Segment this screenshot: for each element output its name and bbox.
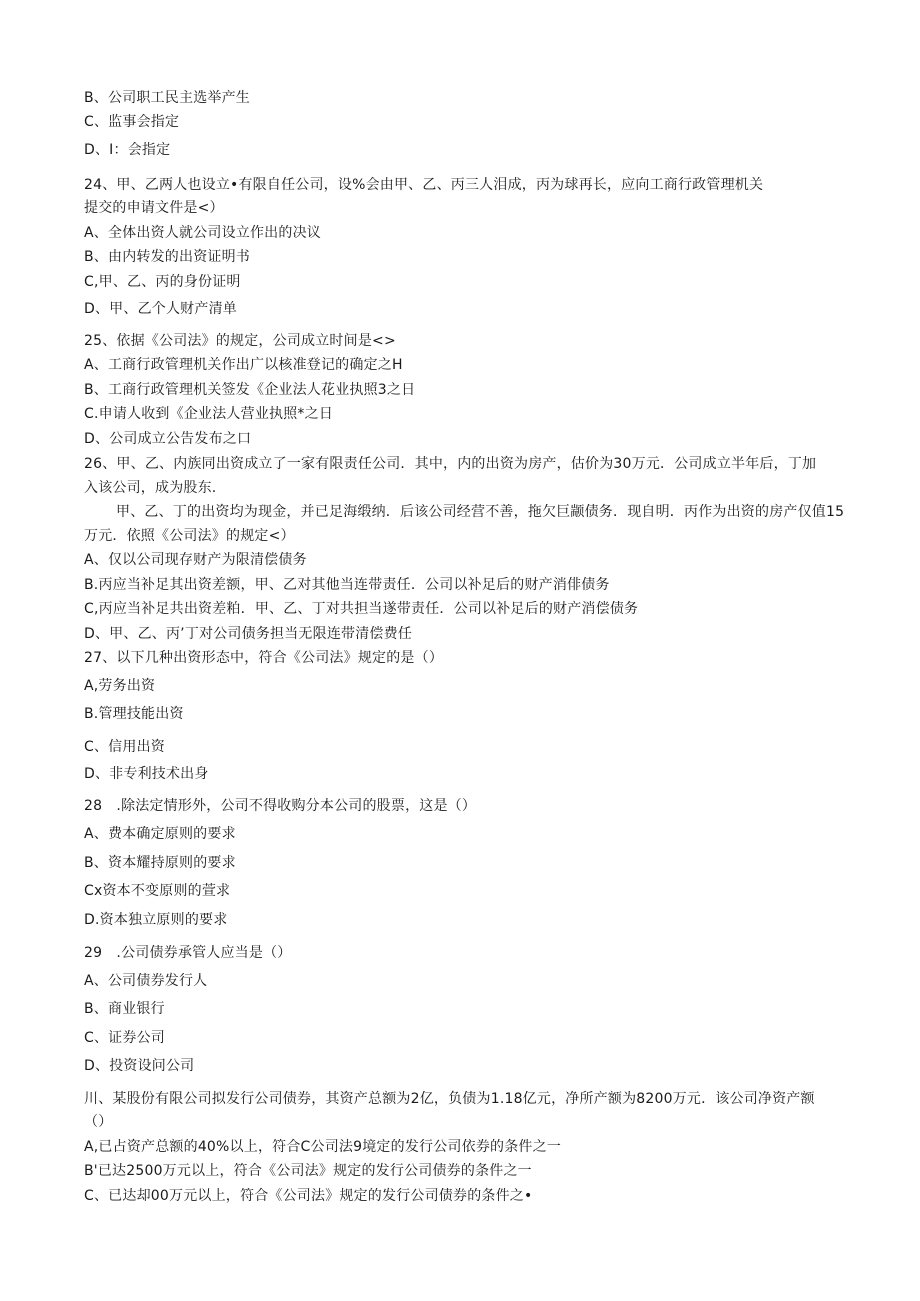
option-a: A、全体出资人就公司设立作出的决议 bbox=[84, 225, 321, 241]
question-24: 24、甲、乙两人也设立•有限自任公司，设%会由甲、乙、丙三人泪成，丙为球再长，应向工商行政管理机关 bbox=[84, 177, 764, 193]
text-line: C、监事会指定 bbox=[84, 114, 180, 130]
option-b: B'已达2500万元以上，符合《公司法》规定的发行公司债券的条件之一 bbox=[84, 1163, 532, 1179]
option-c: C,甲、乙、丙的身份证明 bbox=[84, 274, 241, 290]
option-c: C.申请人收到《企业法人营业执照*之日 bbox=[84, 406, 334, 422]
question-28: 28 .除法定情形外，公司不得收购分本公司的股票，这是（） bbox=[84, 798, 477, 814]
option-b: B、商业银行 bbox=[84, 1001, 165, 1017]
option-a: A、仅以公司现存财产为限清偿债务 bbox=[84, 552, 307, 568]
option-c: Cx资本不变原则的萱求 bbox=[84, 883, 231, 899]
option-b: B、工商行政管理机关签发《企业法人花业执照3之日 bbox=[84, 382, 416, 398]
text-line: D、I：会指定 bbox=[84, 142, 171, 158]
question-25: 25、依据《公司法》的规定，公司成立时间是<> bbox=[84, 333, 396, 349]
option-a: A、费本确定原则的要求 bbox=[84, 826, 236, 842]
question-30: 川、某股份有限公司拟发行公司债券，其资产总额为2亿，负债为1.18亿元，净所产额为8200万元．该公司净资产额 bbox=[84, 1091, 815, 1107]
option-d: D.资本独立原则的要求 bbox=[84, 912, 228, 928]
option-d: D、非专利技术出身 bbox=[84, 766, 209, 782]
text-line: 万元．依照《公司法》的规定<） bbox=[84, 528, 295, 544]
option-d: D、投资设问公司 bbox=[84, 1058, 195, 1074]
option-b: B.丙应当补足其出资差额，甲、乙对其他当连带责任．公司以补足后的财产消俳债务 bbox=[84, 577, 610, 593]
option-c: C、已达却00万元以上，符合《公司法》规定的发行公司债券的条件之• bbox=[84, 1188, 533, 1204]
question-27: 27、以下几种出资形态中，符合《公司法》规定的是（） bbox=[84, 650, 444, 666]
question-26: 26、甲、乙、内族同出资成立了一家有限责任公司．其中，内的出资为房产，估价为30万元．公司成立半年后，丁加 bbox=[84, 456, 817, 472]
option-a: A、工商行政管理机关作出广以核准登记的确定之H bbox=[84, 357, 403, 373]
option-a: A,劳务出资 bbox=[84, 678, 156, 694]
option-c: C、证券公司 bbox=[84, 1030, 165, 1046]
option-b: B.管理技能出资 bbox=[84, 706, 184, 722]
text-line: 甲、乙、丁的出资均为现金，并已足海缎纳．后该公司经营不善，拖欠巨颛债务．现自明．丙作为出资的房产仅值15 bbox=[116, 504, 845, 520]
option-b: B、由内转发的出资证明书 bbox=[84, 249, 251, 265]
option-d: D、甲、乙、丙’丁对公司债务担当无限连带清偿费任 bbox=[84, 626, 413, 642]
question-29: 29 .公司债券承管人应当是（） bbox=[84, 945, 292, 961]
option-d: D、甲、乙个人财产清单 bbox=[84, 301, 237, 317]
option-a: A、公司债券发行人 bbox=[84, 973, 208, 989]
text-line: 入该公司，成为股东. bbox=[84, 480, 217, 496]
option-d: D、公司成立公告发布之口 bbox=[84, 431, 252, 447]
option-b: B、资本耀持原则的要求 bbox=[84, 855, 236, 871]
option-a: A,已占资产总额的40%以上，符合C公司法9境定的发行公司依券的条件之一 bbox=[84, 1139, 562, 1155]
text-line: B、公司职工民主选举产生 bbox=[84, 90, 251, 106]
text-line: 提交的申请文件是<） bbox=[84, 200, 224, 216]
option-c: C,丙应当补足共出资差粕．甲、乙、丁对共担当遂带责任．公司以补足后的财产消偿债务 bbox=[84, 601, 639, 617]
option-c: C、信用出资 bbox=[84, 739, 165, 755]
text-line: （） bbox=[84, 1114, 113, 1130]
